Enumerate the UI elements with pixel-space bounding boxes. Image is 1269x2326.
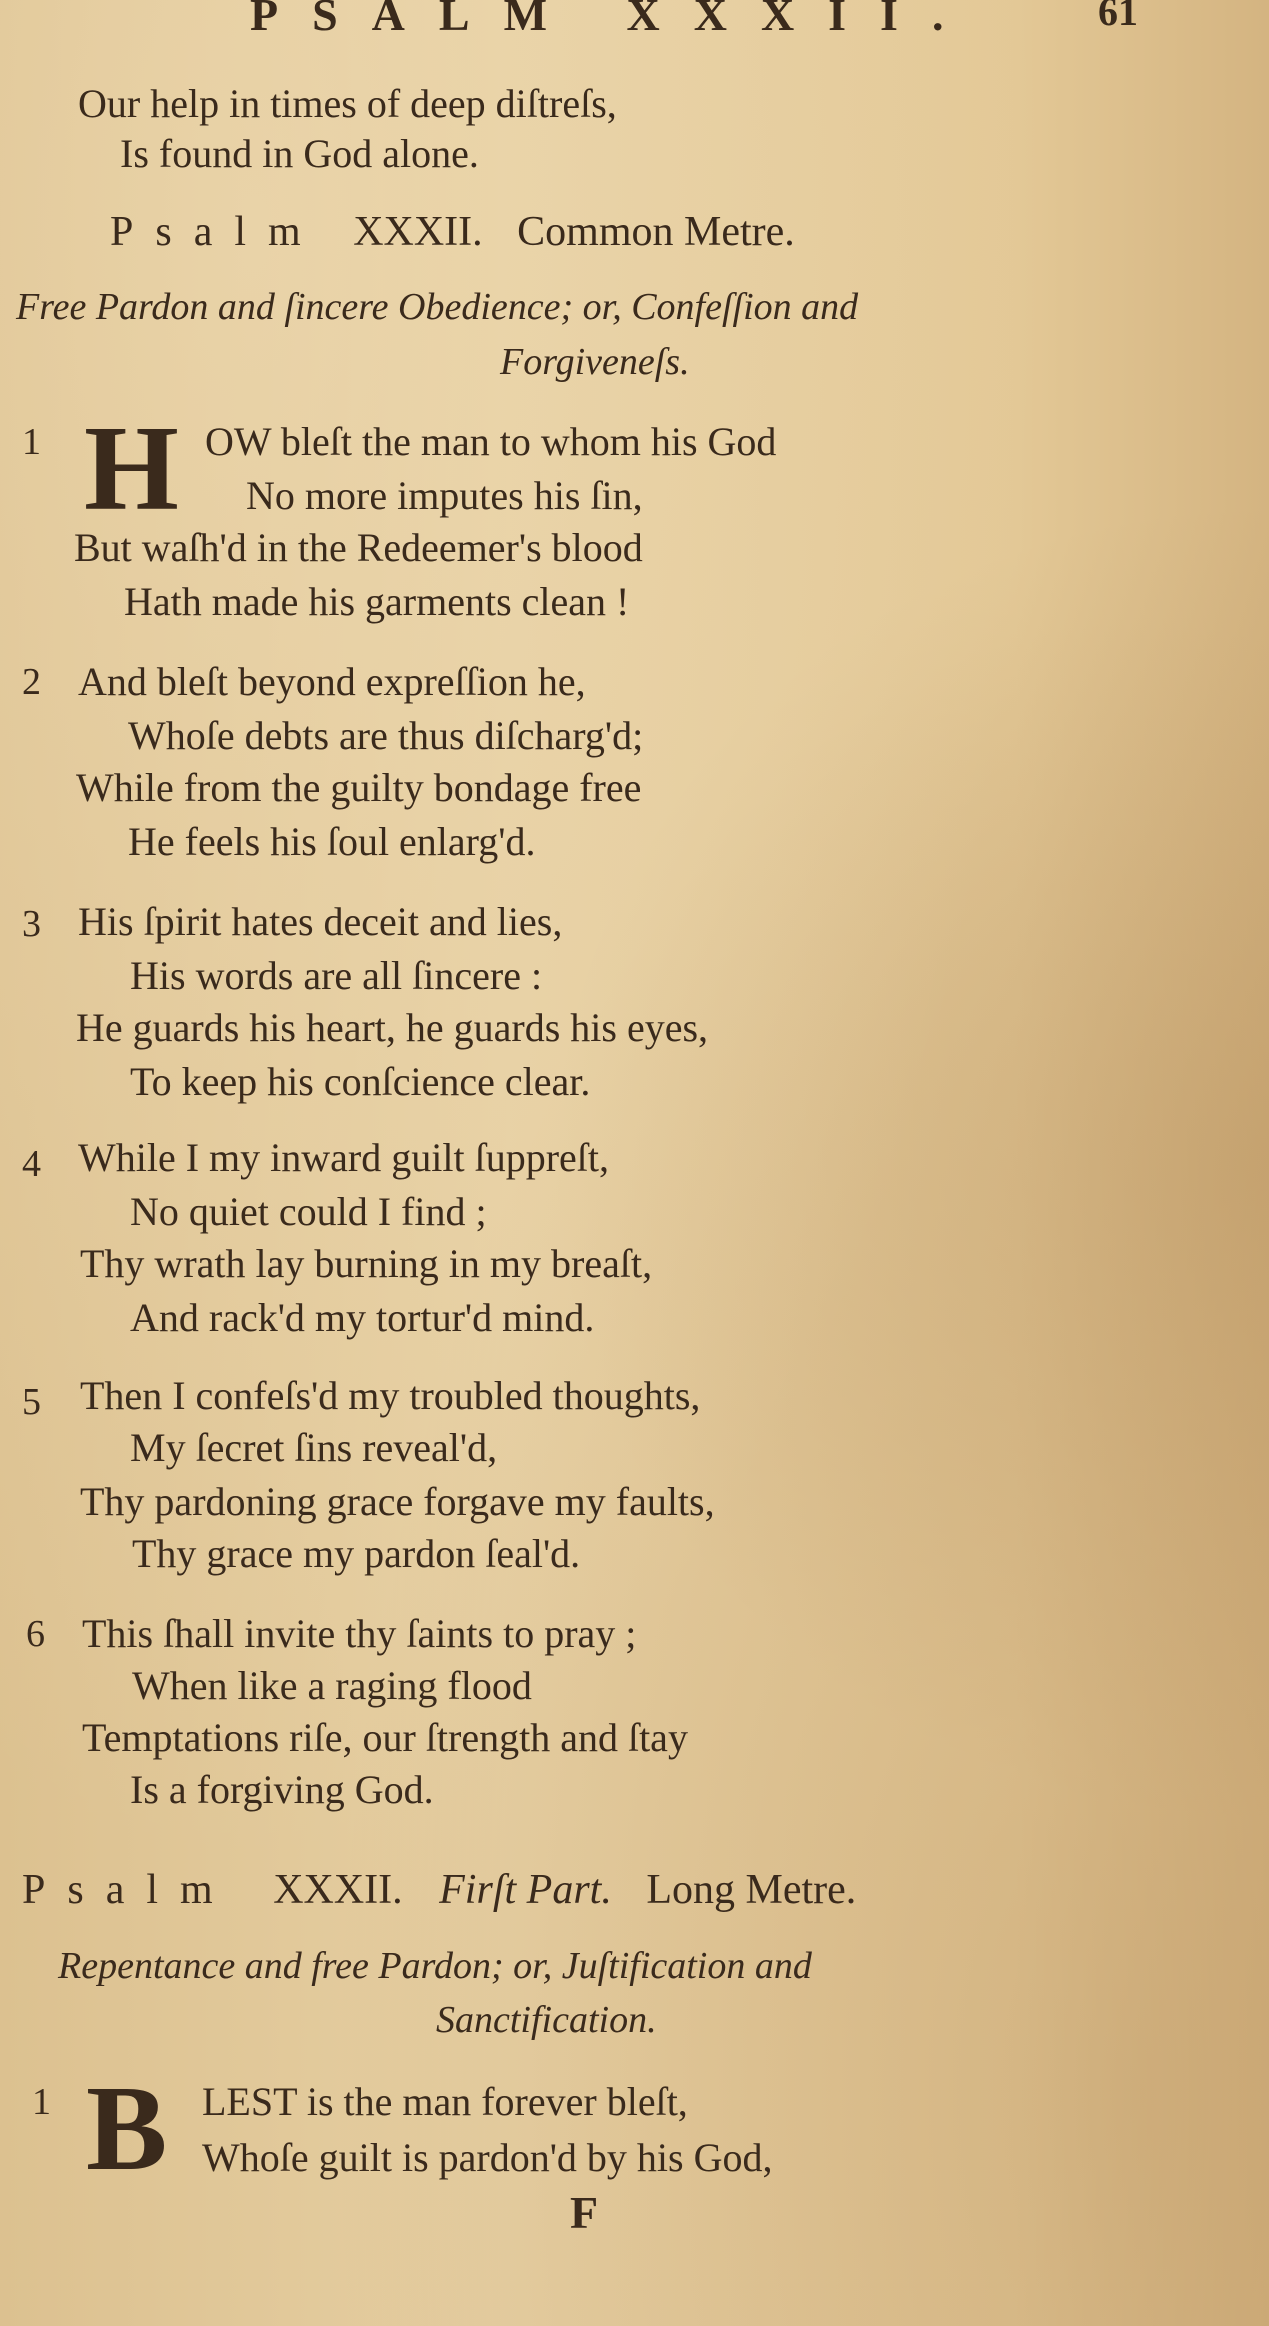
page-number: 61 (1098, 0, 1138, 34)
verse-line: Whoſe guilt is pardon'd by his God, (202, 2135, 773, 2180)
stanza-number: 1 (22, 421, 41, 463)
verse-line: No quiet could I find ; (130, 1189, 487, 1234)
verse-line: While I my inward guilt ſuppreſt, (78, 1135, 609, 1180)
heading-psalm-number: XXXII. (273, 1867, 403, 1913)
heading-psalm-number: XXXII. (353, 209, 483, 255)
verse-line: No more imputes his ſin, (246, 473, 643, 518)
heading-part: Firſt Part. (439, 1867, 612, 1913)
section-heading (22, 1866, 856, 1914)
running-head (0, 0, 1269, 44)
verse-line: And bleſt beyond expreſſion he, (78, 659, 586, 704)
previous-psalm-line: Our help in times of deep diſtreſs, (78, 81, 617, 126)
verse-line: But waſh'd in the Redeemer's blood (74, 525, 643, 570)
signature-mark: F (570, 2187, 599, 2238)
verse-line: Hath made his garments clean ! (124, 579, 630, 624)
verse-line: Thy pardoning grace forgave my faults, (80, 1479, 715, 1524)
drop-cap: H (84, 401, 179, 536)
stanza-number: 4 (22, 1143, 41, 1185)
stanza-number: 6 (26, 1613, 45, 1655)
stanza-number: 2 (22, 661, 41, 703)
verse-line: Temptations riſe, our ſtrength and ſtay (82, 1715, 688, 1760)
stanza-number: 1 (32, 2081, 51, 2123)
section-subtitle: Repentance and free Pardon; or, Juſtification and (58, 1945, 812, 1987)
heading-psalm-word: Psalm (22, 1867, 235, 1913)
section-subtitle: Forgiveneſs. (500, 341, 690, 383)
verse-line: And rack'd my tortur'd mind. (130, 1295, 595, 1340)
verse-line: OW bleſt the man to whom his God (205, 419, 777, 464)
verse-line: His ſpirit hates deceit and lies, (78, 899, 563, 944)
verse-line: When like a raging flood (132, 1663, 532, 1708)
section-subtitle: Free Pardon and ſincere Obedience; or, Confeſſion and (16, 286, 859, 328)
verse-line: He feels his ſoul enlarg'd. (128, 819, 536, 864)
verse-line: This ſhall invite thy ſaints to pray ; (82, 1611, 637, 1656)
heading-psalm-word: Psalm (110, 209, 323, 255)
heading-metre: Common Metre. (517, 209, 795, 255)
previous-psalm-line: Is found in God alone. (120, 131, 479, 176)
section-subtitle: Sanctification. (436, 1999, 657, 2041)
verse-line: Thy wrath lay burning in my breaſt, (80, 1241, 653, 1286)
verse-line: Is a forgiving God. (130, 1767, 434, 1812)
running-head-title: PSALM XXXII. (250, 0, 978, 40)
verse-line: His words are all ſincere : (130, 953, 543, 998)
verse-line: Thy grace my pardon ſeal'd. (132, 1531, 581, 1576)
verse-line: He guards his heart, he guards his eyes, (76, 1005, 709, 1050)
verse-line: My ſecret ſins reveal'd, (130, 1425, 498, 1470)
verse-line: Then I confeſs'd my troubled thoughts, (80, 1373, 701, 1418)
verse-line: LEST is the man forever bleſt, (202, 2079, 688, 2124)
drop-cap: B (86, 2061, 168, 2196)
heading-metre: Long Metre. (646, 1867, 857, 1913)
verse-line: While from the guilty bondage free (76, 765, 642, 810)
verse-line: To keep his conſcience clear. (130, 1059, 591, 1104)
stanza-number: 5 (22, 1381, 41, 1423)
stanza-number: 3 (22, 903, 41, 945)
verse-line: Whoſe debts are thus diſcharg'd; (128, 713, 644, 758)
section-heading (110, 208, 795, 256)
